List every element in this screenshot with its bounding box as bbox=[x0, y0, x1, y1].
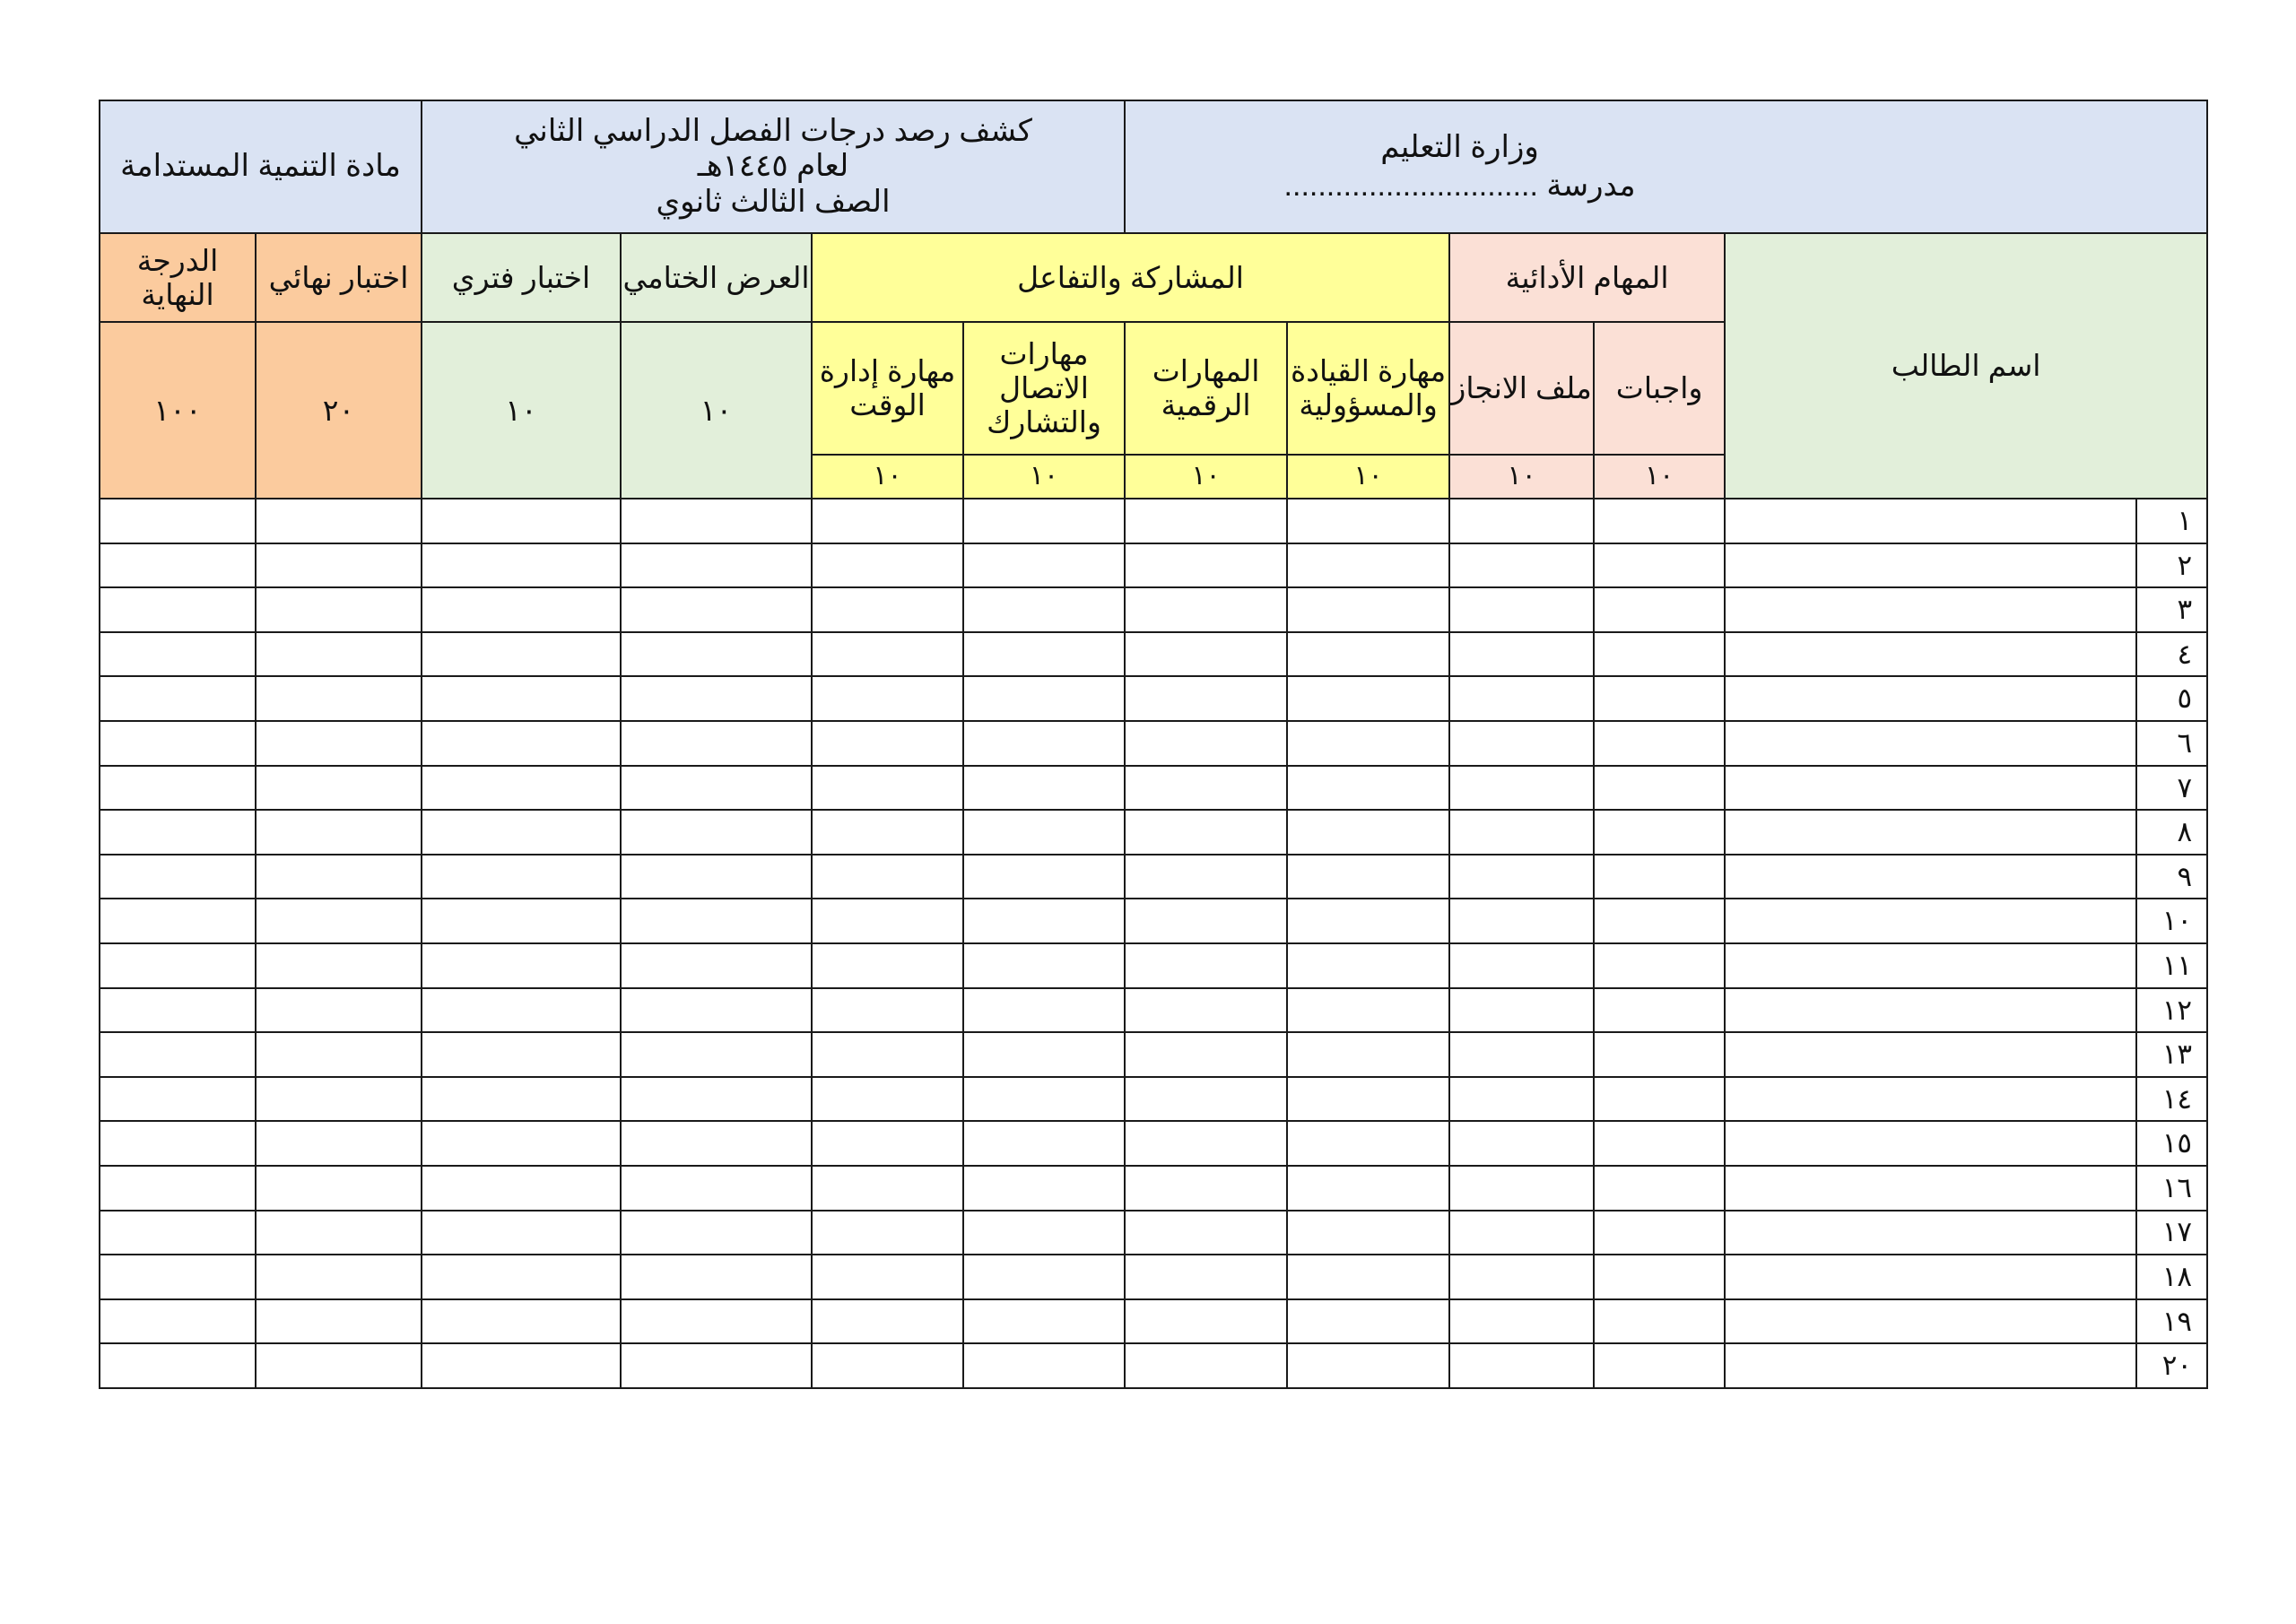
grade-cell[interactable] bbox=[1449, 676, 1594, 721]
grade-cell[interactable] bbox=[100, 676, 256, 721]
row-number: ٥ bbox=[2136, 676, 2207, 721]
grade-cell[interactable] bbox=[963, 721, 1125, 766]
row-number: ١٤ bbox=[2136, 1077, 2207, 1122]
row-number: ٢٠ bbox=[2136, 1343, 2207, 1388]
grade-cell[interactable] bbox=[1125, 766, 1287, 811]
grade-cell[interactable] bbox=[100, 810, 256, 855]
grade-cell[interactable] bbox=[422, 810, 621, 855]
sheet-title: كشف رصد درجات الفصل الدراسي الثاني bbox=[514, 114, 1032, 149]
grade-cell[interactable] bbox=[963, 632, 1125, 677]
leadership-header: مهارة القيادة والمسؤولية bbox=[1287, 322, 1449, 455]
grade-cell[interactable] bbox=[1125, 499, 1287, 543]
grade-cell[interactable] bbox=[621, 855, 812, 899]
grade-cell[interactable] bbox=[1449, 1343, 1594, 1388]
grade-cell[interactable] bbox=[256, 499, 422, 543]
homework-header: واجبات bbox=[1594, 322, 1725, 455]
grade-cell[interactable] bbox=[812, 810, 963, 855]
grade-cell[interactable] bbox=[1287, 1255, 1449, 1299]
grade-cell[interactable] bbox=[1449, 499, 1594, 543]
grade-cell[interactable] bbox=[1287, 1166, 1449, 1211]
grade-cell[interactable] bbox=[1594, 1211, 1725, 1255]
grade-cell[interactable] bbox=[812, 1077, 963, 1122]
grade-cell[interactable] bbox=[621, 766, 812, 811]
grade-cell[interactable] bbox=[1449, 766, 1594, 811]
grade-cell[interactable] bbox=[1594, 721, 1725, 766]
portfolio-header: ملف الانجاز bbox=[1449, 322, 1594, 455]
grade-cell[interactable] bbox=[1125, 1255, 1287, 1299]
grade-cell[interactable] bbox=[1449, 721, 1594, 766]
grade-cell[interactable] bbox=[963, 1077, 1125, 1122]
grade-cell[interactable] bbox=[1125, 1299, 1287, 1344]
grade-cell[interactable] bbox=[812, 1211, 963, 1255]
periodic-test-header: اختبار فتري bbox=[422, 233, 621, 322]
grade-cell[interactable] bbox=[1449, 543, 1594, 588]
grade-cell[interactable] bbox=[963, 543, 1125, 588]
grade-cell[interactable] bbox=[1449, 1211, 1594, 1255]
grade-cell[interactable] bbox=[100, 543, 256, 588]
grade-cell[interactable] bbox=[621, 676, 812, 721]
grade-cell[interactable] bbox=[1125, 855, 1287, 899]
student-name-cell[interactable] bbox=[1725, 632, 2136, 677]
grade-cell[interactable] bbox=[1594, 810, 1725, 855]
grade-cell[interactable] bbox=[1125, 1166, 1287, 1211]
grade-cell[interactable] bbox=[256, 543, 422, 588]
row-number: ١٢ bbox=[2136, 988, 2207, 1033]
grade-cell[interactable] bbox=[1287, 1121, 1449, 1166]
table-row bbox=[100, 766, 2207, 811]
grade-cell[interactable] bbox=[1287, 1211, 1449, 1255]
grade-cell[interactable] bbox=[422, 766, 621, 811]
table-row bbox=[100, 1032, 2207, 1077]
grade-cell[interactable] bbox=[256, 587, 422, 632]
digital-skills-max: ١٠ bbox=[1125, 455, 1287, 499]
grade-cell[interactable] bbox=[1287, 810, 1449, 855]
grade-cell[interactable] bbox=[1594, 855, 1725, 899]
row-number: ٧ bbox=[2136, 766, 2207, 811]
grade-cell[interactable] bbox=[1287, 543, 1449, 588]
grade-cell[interactable] bbox=[100, 721, 256, 766]
grade-cell[interactable] bbox=[100, 855, 256, 899]
grade-cell[interactable] bbox=[812, 943, 963, 988]
grade-cell[interactable] bbox=[422, 632, 621, 677]
grade-cell[interactable] bbox=[256, 855, 422, 899]
grade-cell[interactable] bbox=[963, 855, 1125, 899]
grade-cell[interactable] bbox=[1594, 587, 1725, 632]
grade-cell[interactable] bbox=[422, 1121, 621, 1166]
grade-cell[interactable] bbox=[1125, 543, 1287, 588]
grade-cell[interactable] bbox=[963, 676, 1125, 721]
student-name-cell[interactable] bbox=[1725, 587, 2136, 632]
grade-cell[interactable] bbox=[256, 1166, 422, 1211]
grade-cell[interactable] bbox=[1594, 766, 1725, 811]
final-presentation-max: ١٠ bbox=[621, 322, 812, 499]
grade-cell[interactable] bbox=[1287, 1343, 1449, 1388]
grade-cell[interactable] bbox=[1287, 587, 1449, 632]
table-row bbox=[100, 721, 2207, 766]
row-number: ١٧ bbox=[2136, 1211, 2207, 1255]
grade-cell[interactable] bbox=[422, 499, 621, 543]
grade-cell[interactable] bbox=[422, 676, 621, 721]
grade-cell[interactable] bbox=[1594, 676, 1725, 721]
grade-cell[interactable] bbox=[422, 721, 621, 766]
grade-cell[interactable] bbox=[963, 1299, 1125, 1344]
grade-cell[interactable] bbox=[256, 632, 422, 677]
grade-cell[interactable] bbox=[621, 1343, 812, 1388]
grade-cell[interactable] bbox=[256, 1077, 422, 1122]
grade-cell[interactable] bbox=[1125, 1121, 1287, 1166]
grade-cell[interactable] bbox=[1125, 676, 1287, 721]
table-row bbox=[100, 810, 2207, 855]
student-name-cell[interactable] bbox=[1725, 721, 2136, 766]
homework-max: ١٠ bbox=[1594, 455, 1725, 499]
title-row bbox=[100, 100, 2207, 233]
student-name-cell[interactable] bbox=[1725, 1211, 2136, 1255]
grade-cell[interactable] bbox=[1287, 766, 1449, 811]
row-number: ١٩ bbox=[2136, 1299, 2207, 1344]
grade-cell[interactable] bbox=[812, 721, 963, 766]
grade-cell[interactable] bbox=[256, 721, 422, 766]
grade-cell[interactable] bbox=[422, 899, 621, 943]
communication-max: ١٠ bbox=[963, 455, 1125, 499]
final-test-header: اختبار نهائي bbox=[256, 233, 422, 322]
final-test-max: ٢٠ bbox=[256, 322, 422, 499]
grade-sheet bbox=[99, 100, 2206, 1389]
grade-cell[interactable] bbox=[1594, 1166, 1725, 1211]
grade-cell[interactable] bbox=[422, 1077, 621, 1122]
grade-cell[interactable] bbox=[1449, 632, 1594, 677]
table-row bbox=[100, 1166, 2207, 1211]
grade-cell[interactable] bbox=[812, 632, 963, 677]
row-number: ٤ bbox=[2136, 632, 2207, 677]
grade-cell[interactable] bbox=[621, 1211, 812, 1255]
grade-cell[interactable] bbox=[100, 1299, 256, 1344]
periodic-test-max: ١٠ bbox=[422, 322, 621, 499]
student-name-cell[interactable] bbox=[1725, 766, 2136, 811]
table-row bbox=[100, 1299, 2207, 1344]
grade-cell[interactable] bbox=[963, 1121, 1125, 1166]
grade-cell[interactable] bbox=[422, 943, 621, 988]
grade-cell[interactable] bbox=[1449, 1032, 1594, 1077]
leadership-max: ١٠ bbox=[1287, 455, 1449, 499]
grade-cell[interactable] bbox=[963, 1255, 1125, 1299]
grade-cell[interactable] bbox=[812, 899, 963, 943]
row-number: ٣ bbox=[2136, 587, 2207, 632]
grade-cell[interactable] bbox=[1449, 943, 1594, 988]
grade-cell[interactable] bbox=[100, 499, 256, 543]
student-name-cell[interactable] bbox=[1725, 1166, 2136, 1211]
grade-cell[interactable] bbox=[422, 543, 621, 588]
grade-cell[interactable] bbox=[256, 1032, 422, 1077]
grade-cell[interactable] bbox=[256, 1211, 422, 1255]
student-name-cell[interactable] bbox=[1725, 810, 2136, 855]
grade-cell[interactable] bbox=[1449, 1299, 1594, 1344]
grade-cell[interactable] bbox=[1594, 899, 1725, 943]
grade-cell[interactable] bbox=[621, 1166, 812, 1211]
grade-cell[interactable] bbox=[256, 1343, 422, 1388]
grade-cell[interactable] bbox=[1287, 499, 1449, 543]
communication-header: مهارات الاتصال والتشارك bbox=[963, 322, 1125, 455]
student-name-cell[interactable] bbox=[1725, 499, 2136, 543]
grade-cell[interactable] bbox=[1594, 1343, 1725, 1388]
grade-cell[interactable] bbox=[812, 543, 963, 588]
table-row bbox=[100, 632, 2207, 677]
student-name-cell[interactable] bbox=[1725, 1032, 2136, 1077]
student-name-cell[interactable] bbox=[1725, 1343, 2136, 1388]
ministry-name: وزارة التعليم bbox=[1380, 129, 1539, 164]
table-row bbox=[100, 988, 2207, 1033]
portfolio-max: ١٠ bbox=[1449, 455, 1594, 499]
grade-level: الصف الثالث ثانوي bbox=[656, 184, 891, 219]
grade-cell[interactable] bbox=[1449, 587, 1594, 632]
grade-cell[interactable] bbox=[812, 676, 963, 721]
grade-cell[interactable] bbox=[1449, 988, 1594, 1033]
school-name: مدرسة .............................. bbox=[1283, 169, 1636, 203]
grade-cell[interactable] bbox=[1287, 988, 1449, 1033]
grade-cell[interactable] bbox=[1125, 1211, 1287, 1255]
student-name-cell[interactable] bbox=[1725, 988, 2136, 1033]
grade-cell[interactable] bbox=[256, 1255, 422, 1299]
grade-cell[interactable] bbox=[1449, 1077, 1594, 1122]
table-row bbox=[100, 676, 2207, 721]
table-row bbox=[100, 543, 2207, 588]
grade-cell[interactable] bbox=[1125, 632, 1287, 677]
grade-cell[interactable] bbox=[422, 1166, 621, 1211]
grade-cell[interactable] bbox=[1125, 587, 1287, 632]
grade-cell[interactable] bbox=[812, 1299, 963, 1344]
grade-cell[interactable] bbox=[963, 943, 1125, 988]
grade-cell[interactable] bbox=[1287, 899, 1449, 943]
grade-cell[interactable] bbox=[1125, 721, 1287, 766]
row-number: ١ bbox=[2136, 499, 2207, 543]
grade-cell[interactable] bbox=[621, 810, 812, 855]
table-row bbox=[100, 899, 2207, 943]
grade-cell[interactable] bbox=[1594, 1121, 1725, 1166]
grade-cell[interactable] bbox=[100, 1211, 256, 1255]
student-name-cell[interactable] bbox=[1725, 1121, 2136, 1166]
grade-cell[interactable] bbox=[422, 1032, 621, 1077]
grade-cell[interactable] bbox=[100, 988, 256, 1033]
grade-cell[interactable] bbox=[621, 988, 812, 1033]
grade-cell[interactable] bbox=[1449, 1166, 1594, 1211]
grade-cell[interactable] bbox=[963, 766, 1125, 811]
table-row bbox=[100, 1121, 2207, 1166]
grade-cell[interactable] bbox=[1594, 943, 1725, 988]
final-grade-header: الدرجة النهاية bbox=[100, 233, 256, 322]
grade-cell[interactable] bbox=[1125, 810, 1287, 855]
grade-cell[interactable] bbox=[1287, 943, 1449, 988]
grade-cell[interactable] bbox=[1125, 1077, 1287, 1122]
table-row bbox=[100, 855, 2207, 899]
row-number: ١١ bbox=[2136, 943, 2207, 988]
grade-cell[interactable] bbox=[100, 899, 256, 943]
grade-cell[interactable] bbox=[1287, 721, 1449, 766]
student-name-cell[interactable] bbox=[1725, 543, 2136, 588]
grade-cell[interactable] bbox=[1287, 632, 1449, 677]
grade-cell[interactable] bbox=[1125, 988, 1287, 1033]
grade-cell[interactable] bbox=[422, 1299, 621, 1344]
grade-cell[interactable] bbox=[621, 943, 812, 988]
grade-cell[interactable] bbox=[963, 587, 1125, 632]
row-number: ١٦ bbox=[2136, 1166, 2207, 1211]
table-row bbox=[100, 1077, 2207, 1122]
academic-year: لعام ١٤٤٥هـ bbox=[697, 149, 849, 184]
row-number: ١٠ bbox=[2136, 899, 2207, 943]
subject-cell: مادة التنمية المستدامة bbox=[100, 100, 422, 233]
grade-cell[interactable] bbox=[256, 766, 422, 811]
grade-cell[interactable] bbox=[1594, 988, 1725, 1033]
grades-table bbox=[99, 100, 2208, 1389]
grade-cell[interactable] bbox=[422, 587, 621, 632]
sheet-title-cell bbox=[422, 100, 1125, 233]
grade-cell[interactable] bbox=[812, 1255, 963, 1299]
grade-cell[interactable] bbox=[1287, 1077, 1449, 1122]
table-row bbox=[100, 587, 2207, 632]
grade-cell[interactable] bbox=[256, 810, 422, 855]
digital-skills-header: المهارات الرقمية bbox=[1125, 322, 1287, 455]
grade-cell[interactable] bbox=[100, 943, 256, 988]
grade-cell[interactable] bbox=[1594, 1255, 1725, 1299]
table-row bbox=[100, 1211, 2207, 1255]
grade-cell[interactable] bbox=[256, 1121, 422, 1166]
grade-cell[interactable] bbox=[422, 1343, 621, 1388]
student-name-header: اسم الطالب bbox=[1725, 233, 2207, 499]
grade-cell[interactable] bbox=[621, 899, 812, 943]
table-row bbox=[100, 1255, 2207, 1299]
grade-cell[interactable] bbox=[1125, 1343, 1287, 1388]
table-row bbox=[100, 1343, 2207, 1388]
row-number: ٩ bbox=[2136, 855, 2207, 899]
grade-cell[interactable] bbox=[1287, 676, 1449, 721]
grade-cell[interactable] bbox=[812, 1343, 963, 1388]
grade-cell[interactable] bbox=[963, 988, 1125, 1033]
grade-cell[interactable] bbox=[1594, 543, 1725, 588]
student-name-cell[interactable] bbox=[1725, 943, 2136, 988]
grade-cell[interactable] bbox=[812, 587, 963, 632]
row-number: ٢ bbox=[2136, 543, 2207, 588]
grade-cell[interactable] bbox=[963, 899, 1125, 943]
grade-cell[interactable] bbox=[1449, 855, 1594, 899]
grade-cell[interactable] bbox=[812, 499, 963, 543]
grade-cell[interactable] bbox=[100, 587, 256, 632]
grade-cell[interactable] bbox=[1287, 1032, 1449, 1077]
grade-cell[interactable] bbox=[963, 1032, 1125, 1077]
grade-cell[interactable] bbox=[621, 587, 812, 632]
grade-cell[interactable] bbox=[422, 855, 621, 899]
performance-tasks-header: المهام الأدائية bbox=[1449, 233, 1725, 322]
grade-cell[interactable] bbox=[1449, 810, 1594, 855]
row-number: ١٨ bbox=[2136, 1255, 2207, 1299]
group-header-row bbox=[100, 233, 2207, 322]
row-number: ٦ bbox=[2136, 721, 2207, 766]
grade-cell[interactable] bbox=[1594, 1077, 1725, 1122]
row-number: ٨ bbox=[2136, 810, 2207, 855]
student-name-cell[interactable] bbox=[1725, 1255, 2136, 1299]
grade-cell[interactable] bbox=[1125, 1032, 1287, 1077]
grade-cell[interactable] bbox=[1449, 899, 1594, 943]
student-name-cell[interactable] bbox=[1725, 855, 2136, 899]
grade-cell[interactable] bbox=[1594, 499, 1725, 543]
grade-cell[interactable] bbox=[621, 499, 812, 543]
grade-cell[interactable] bbox=[621, 1255, 812, 1299]
grade-cell[interactable] bbox=[963, 499, 1125, 543]
row-number: ١٣ bbox=[2136, 1032, 2207, 1077]
grade-cell[interactable] bbox=[963, 1166, 1125, 1211]
grade-cell[interactable] bbox=[100, 766, 256, 811]
table-row bbox=[100, 943, 2207, 988]
grade-cell[interactable] bbox=[963, 810, 1125, 855]
grade-cell[interactable] bbox=[812, 855, 963, 899]
participation-header: المشاركة والتفاعل bbox=[812, 233, 1449, 322]
grade-cell[interactable] bbox=[963, 1211, 1125, 1255]
grade-cell[interactable] bbox=[621, 543, 812, 588]
grade-cell[interactable] bbox=[621, 1299, 812, 1344]
grade-cell[interactable] bbox=[621, 1032, 812, 1077]
grade-cell[interactable] bbox=[812, 1166, 963, 1211]
grade-cell[interactable] bbox=[100, 1077, 256, 1122]
grade-cell[interactable] bbox=[621, 1077, 812, 1122]
grade-cell[interactable] bbox=[1287, 1299, 1449, 1344]
grade-cell[interactable] bbox=[621, 632, 812, 677]
grade-cell[interactable] bbox=[1125, 943, 1287, 988]
grade-cell[interactable] bbox=[1594, 1032, 1725, 1077]
grade-cell[interactable] bbox=[1449, 1255, 1594, 1299]
grade-cell[interactable] bbox=[422, 1211, 621, 1255]
grade-cell[interactable] bbox=[1125, 899, 1287, 943]
time-management-max: ١٠ bbox=[812, 455, 963, 499]
grade-cell[interactable] bbox=[422, 988, 621, 1033]
grade-cell[interactable] bbox=[812, 1032, 963, 1077]
grade-cell[interactable] bbox=[100, 1121, 256, 1166]
grade-cell[interactable] bbox=[100, 1343, 256, 1388]
grade-cell[interactable] bbox=[256, 1299, 422, 1344]
grade-cell[interactable] bbox=[1594, 632, 1725, 677]
grade-cell[interactable] bbox=[812, 988, 963, 1033]
final-grade-max: ١٠٠ bbox=[100, 322, 256, 499]
grade-cell[interactable] bbox=[812, 766, 963, 811]
grade-cell[interactable] bbox=[422, 1255, 621, 1299]
grade-cell[interactable] bbox=[256, 676, 422, 721]
grade-cell[interactable] bbox=[1449, 1121, 1594, 1166]
grade-cell[interactable] bbox=[621, 721, 812, 766]
student-name-cell[interactable] bbox=[1725, 1299, 2136, 1344]
student-name-cell[interactable] bbox=[1725, 899, 2136, 943]
grade-cell[interactable] bbox=[1287, 855, 1449, 899]
grade-cell[interactable] bbox=[100, 1166, 256, 1211]
grade-cell[interactable] bbox=[812, 1121, 963, 1166]
grade-cell[interactable] bbox=[256, 943, 422, 988]
grade-cell[interactable] bbox=[100, 1255, 256, 1299]
grade-cell[interactable] bbox=[256, 899, 422, 943]
ministry-cell bbox=[1125, 100, 2207, 233]
grade-cell[interactable] bbox=[256, 988, 422, 1033]
student-name-cell[interactable] bbox=[1725, 1077, 2136, 1122]
grade-cell[interactable] bbox=[100, 1032, 256, 1077]
row-number: ١٥ bbox=[2136, 1121, 2207, 1166]
student-name-cell[interactable] bbox=[1725, 676, 2136, 721]
table-row bbox=[100, 499, 2207, 543]
grade-cell[interactable] bbox=[100, 632, 256, 677]
grade-cell[interactable] bbox=[621, 1121, 812, 1166]
grade-cell[interactable] bbox=[963, 1343, 1125, 1388]
grade-cell[interactable] bbox=[1594, 1299, 1725, 1344]
time-management-header: مهارة إدارة الوقت bbox=[812, 322, 963, 455]
final-presentation-header: العرض الختامي bbox=[621, 233, 812, 322]
